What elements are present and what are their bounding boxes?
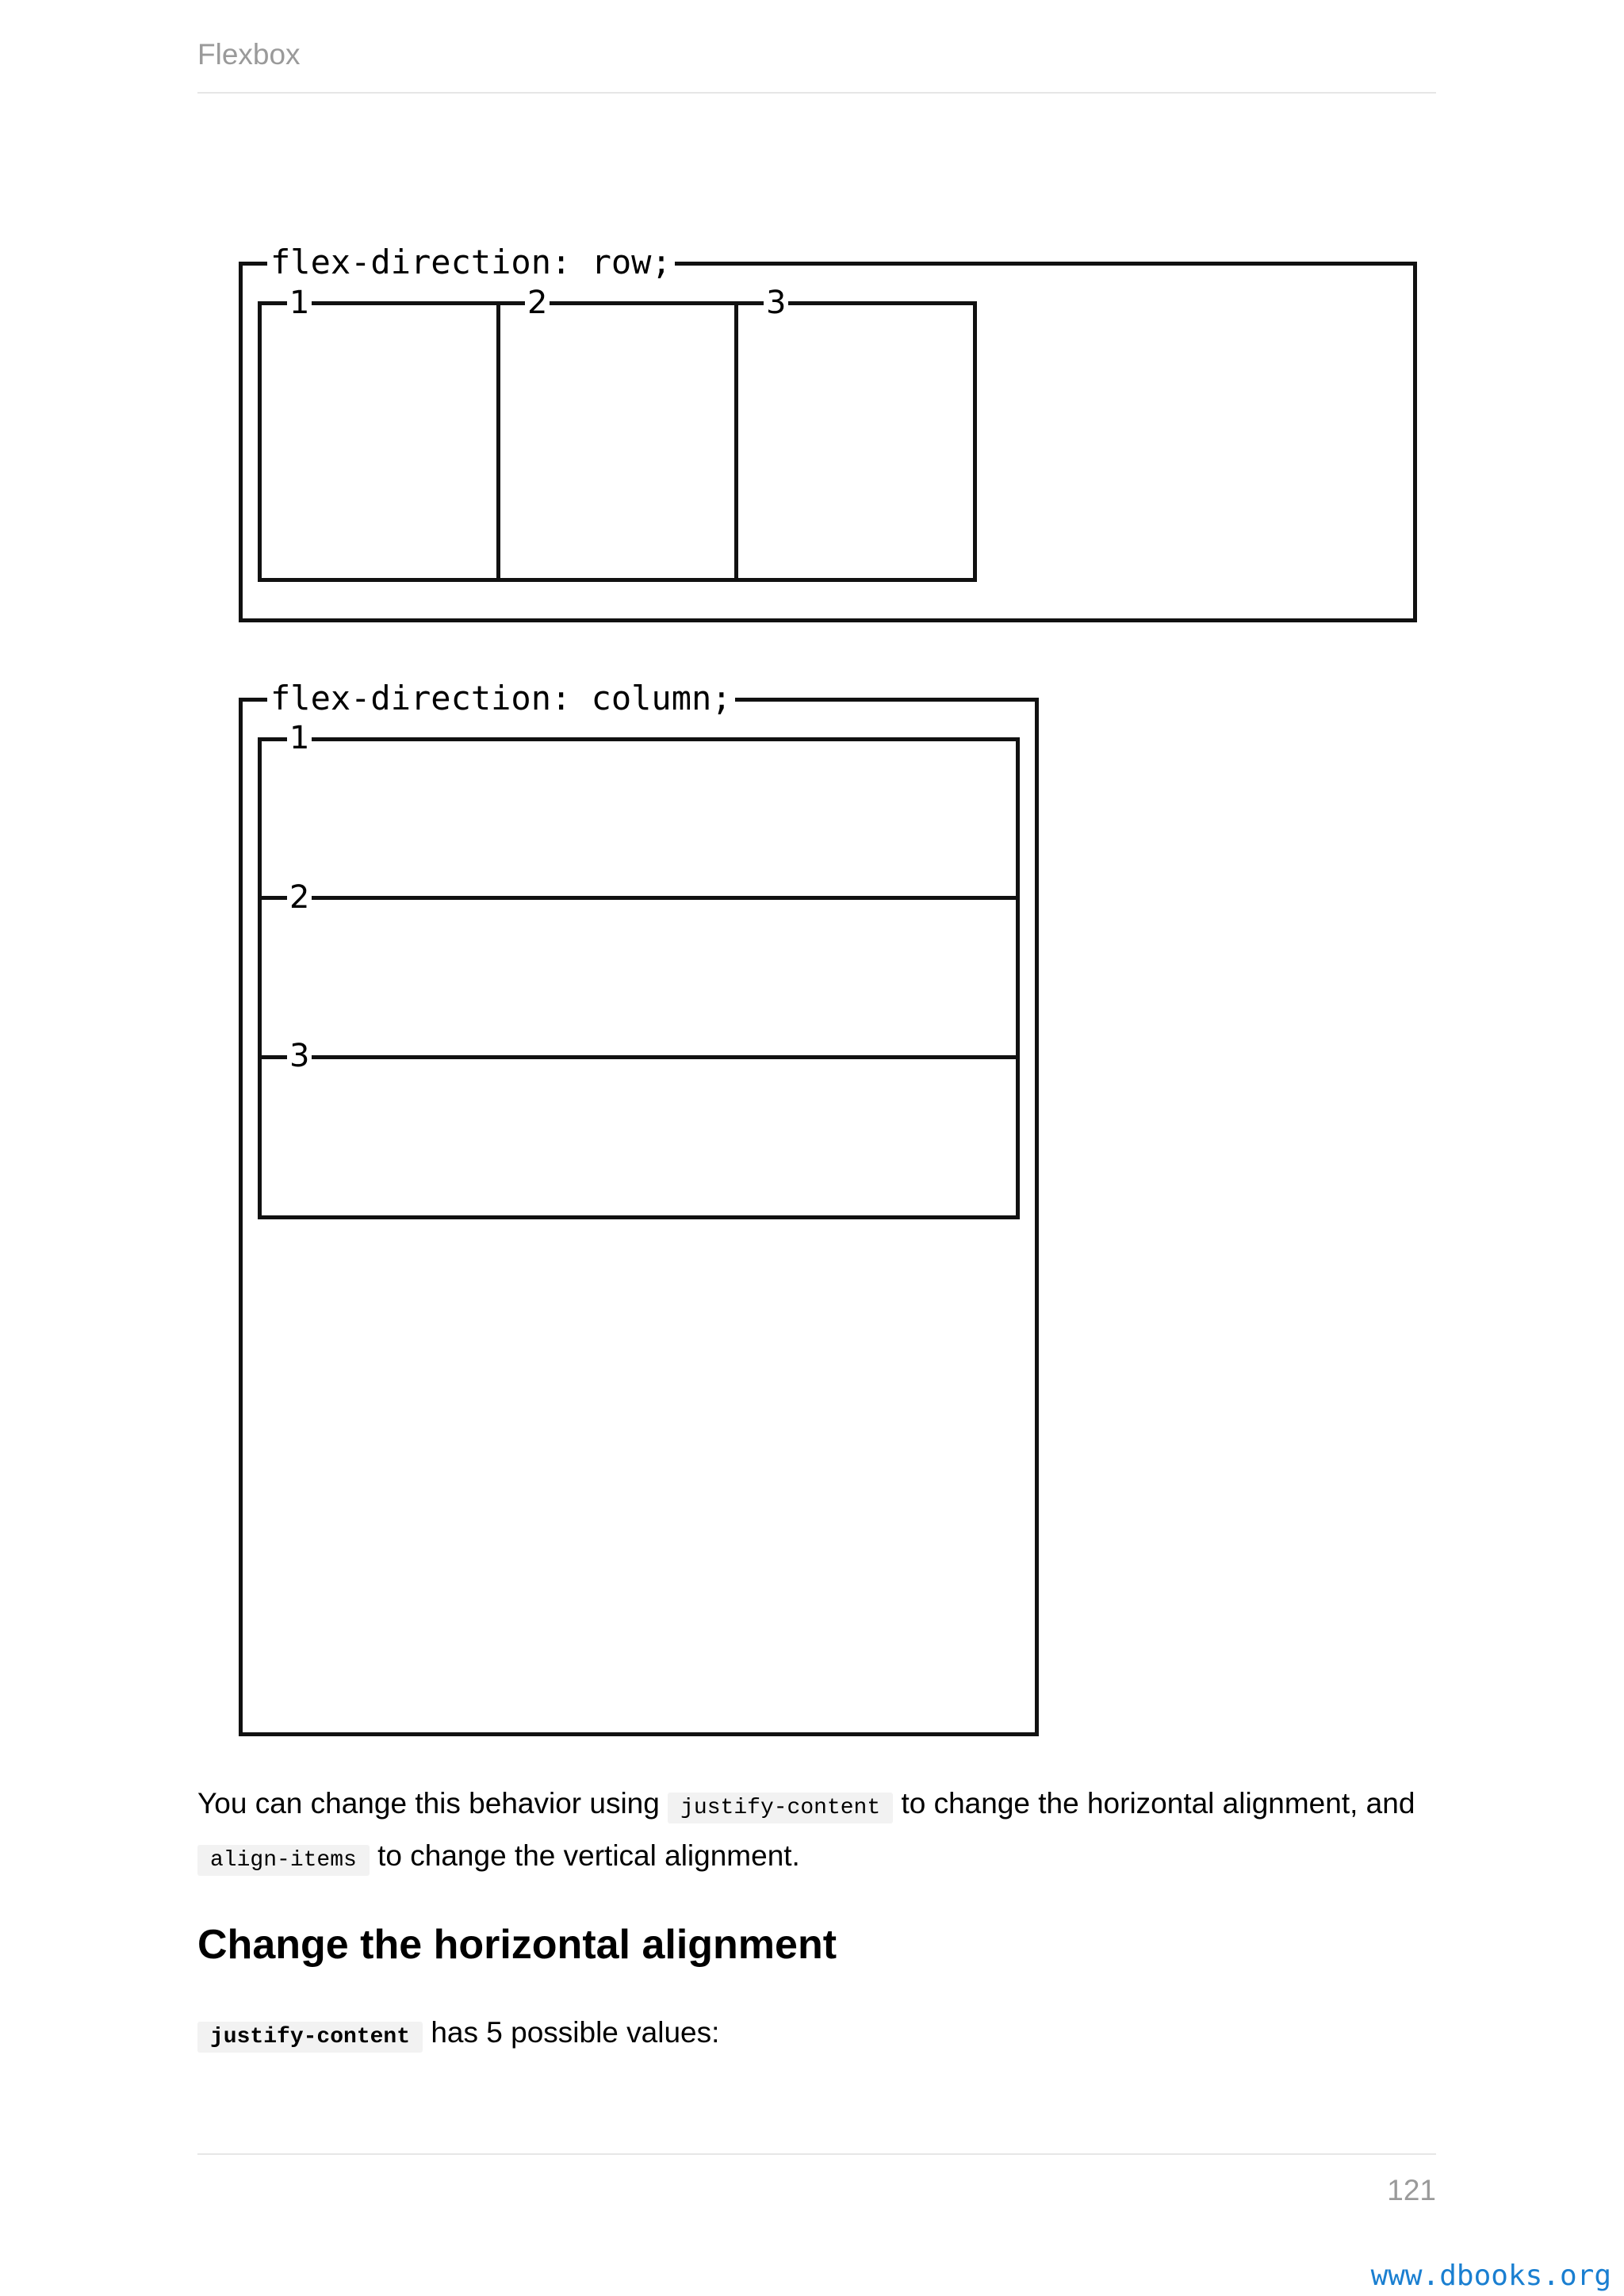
watermark-link[interactable]: www.dbooks.org [1370,2260,1611,2292]
section-heading: Change the horizontal alignment [197,1922,837,1968]
row-item-1 [258,301,500,582]
intro-text-1: You can change this behavior using [197,1787,660,1820]
row-item-3-label: 3 [764,287,788,319]
row-item-3 [734,301,977,582]
values-paragraph [197,2009,719,2061]
intro-paragraph [197,1780,1442,1885]
header-divider [197,92,1436,94]
intro-text-2: to change the horizontal alignment, and [901,1787,1415,1820]
row-item-2 [496,301,738,582]
column-item-2-label: 2 [287,882,312,913]
intro-text-3: to change the vertical alignment. [377,1839,800,1872]
justify-content-code: justify-content [668,1793,893,1823]
column-item-2 [258,896,1020,1059]
column-item-1 [258,737,1020,900]
column-diagram-label: flex-direction: column; [267,682,735,715]
running-header: Flexbox [197,38,301,71]
values-text: has 5 possible values: [431,2016,720,2049]
row-item-1-label: 1 [287,287,312,319]
footer-divider [197,2153,1436,2155]
column-item-3 [258,1055,1020,1219]
column-item-1-label: 1 [287,722,312,754]
row-diagram-label: flex-direction: row; [267,246,675,279]
align-items-code: align-items [197,1845,370,1876]
row-item-2-label: 2 [525,287,550,319]
justify-content-values-code: justify-content [197,2022,423,2053]
page-number: 121 [1387,2174,1436,2206]
column-item-3-label: 3 [287,1040,312,1072]
